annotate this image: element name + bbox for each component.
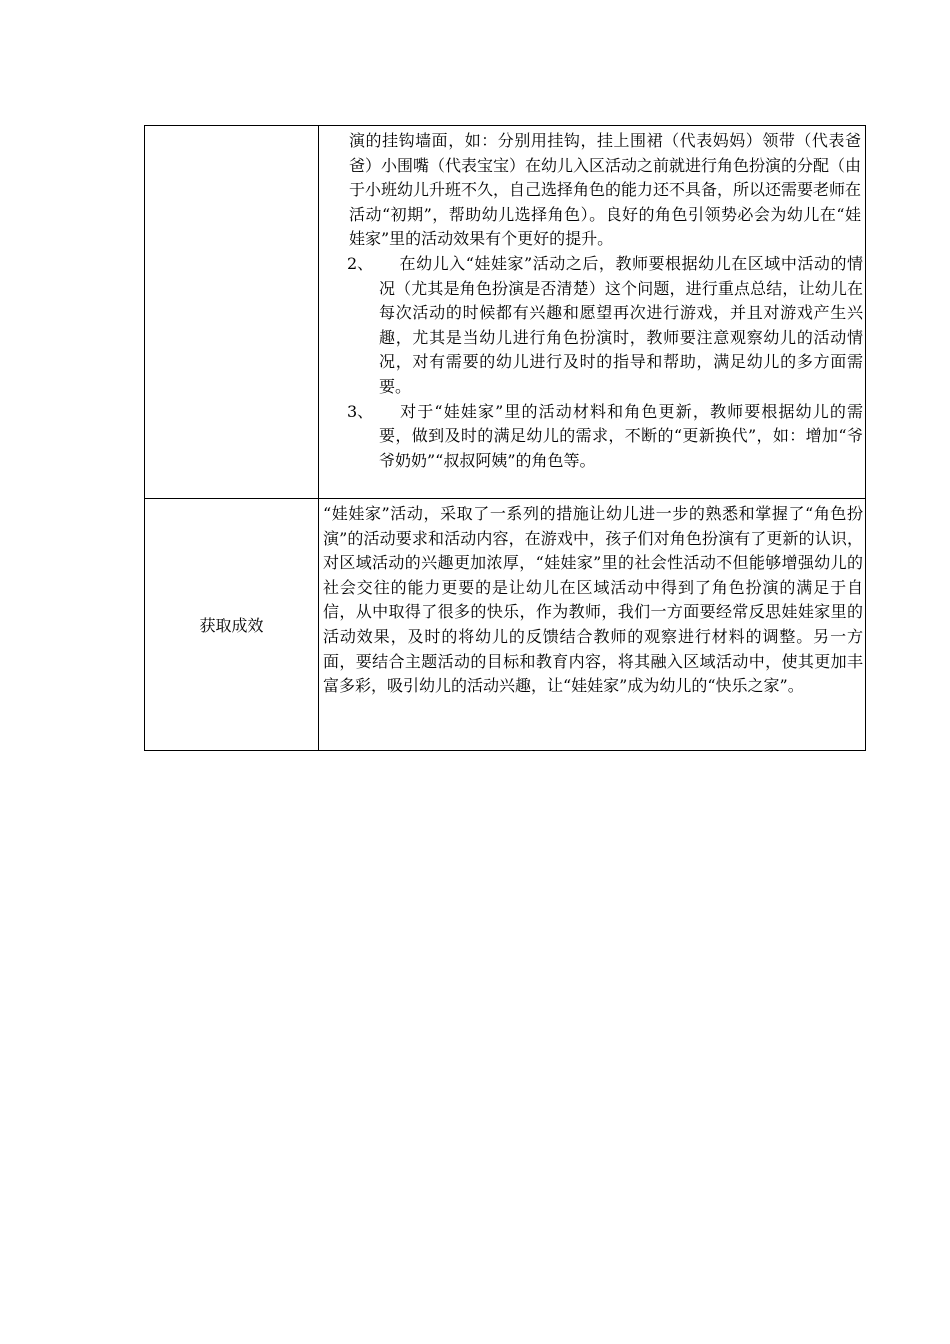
summary-paragraph: “娃娃家”活动，采取了一系列的措施让幼儿进一步的熟悉和掌握了“角色扮演”的活动要求和活动内容，在游戏中，孩子们对角色扮演有了更新的认识，对区域活动的兴趣更加浓厚，“娃娃家”里的社会性活动不但能够增强幼儿的社会交往的能力更要的是让幼儿在区域活动中得到了角色扮演的满足于自信，从中取得了很多的快乐，作为教师，我们一方面要经常反思娃娃家里的活动效果，及时的将幼儿的反馈结合教师的观察进行材料的调整。另一方面，要结合主题活动的目标和教育内容，将其融入区域活动中，使其更加丰富多彩，吸引幼儿的活动兴趣，让“娃娃家”成为幼儿的“快乐之家”。	[323, 504, 863, 696]
list-item-number: 2、	[347, 253, 374, 273]
row-label: 获取成效	[199, 616, 264, 635]
table-row	[145, 499, 866, 751]
table-row	[145, 126, 866, 499]
list-item	[349, 252, 863, 400]
continuation-paragraph: 演的挂钩墙面，如：分别用挂钩，挂上围裙（代表妈妈）领带（代表爸爸）小围嘴（代表宝宝）在幼儿入区活动之前就进行角色扮演的分配（由于小班幼儿升班不久，自己选择角色的能力还不具备，所以还需要老师在活动“初期”，帮助幼儿选择角色）。良好的角色引领势必会为幼儿在“娃娃家”里的活动效果有个更好的提升。	[349, 131, 862, 249]
activity-table	[144, 125, 866, 751]
list-item	[349, 400, 863, 474]
row-label-cell	[145, 126, 319, 499]
content-block	[319, 126, 865, 473]
row-content-cell	[319, 499, 866, 751]
row-content-cell	[319, 126, 866, 499]
list-item-text: 在幼儿入“娃娃家”活动之后，教师要根据幼儿在区域中活动的情况（尤其是角色扮演是否清楚）这个问题，进行重点总结，让幼儿在每次活动的时候都有兴趣和愿望再次进行游戏，并且对游戏产生兴趣，尤其是当幼儿进行角色扮演时，教师要注意观察幼儿的活动情况，对有需要的幼儿进行及时的指导和帮助，满足幼儿的多方面需要。	[379, 253, 863, 396]
list-item-number: 3、	[347, 401, 374, 421]
row-label-cell	[145, 499, 319, 751]
list-item-text: 对于“娃娃家”里的活动材料和角色更新，教师要根据幼儿的需要，做到及时的满足幼儿的需求，不断的“更新换代”，如：增加“爷爷奶奶”“叔叔阿姨”的角色等。	[379, 401, 863, 470]
